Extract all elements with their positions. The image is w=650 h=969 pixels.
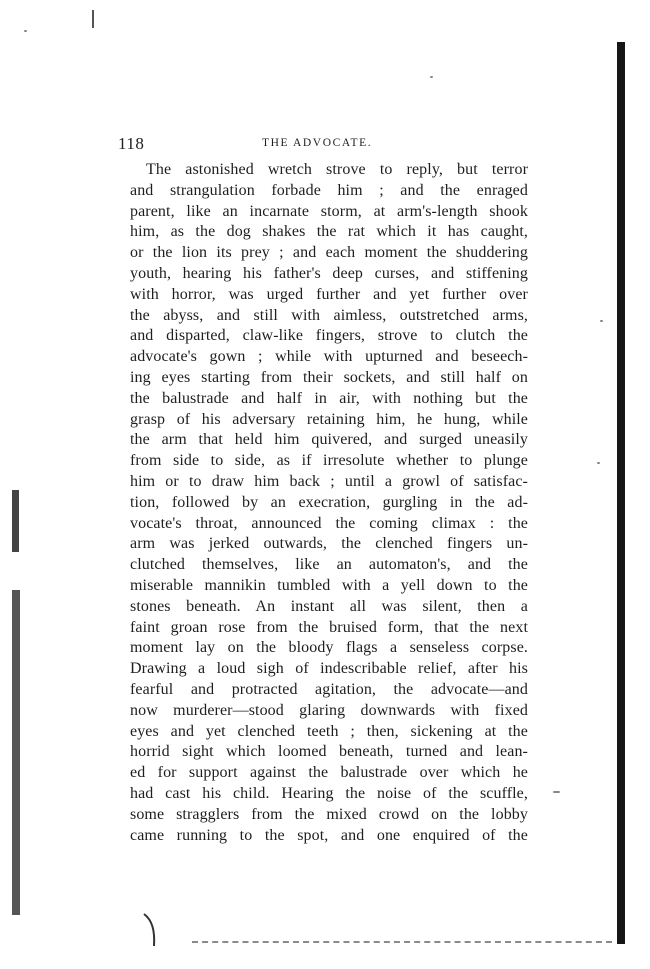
text-line: ed for support against the balustrade over which he	[130, 764, 528, 782]
text-line: tion, followed by an execration, gurgling in the ad-	[130, 493, 528, 511]
text-line: some stragglers from the mixed crowd on the lobby	[130, 805, 528, 823]
text-line: ing eyes starting from their sockets, and still half on	[130, 368, 528, 386]
scan-speck	[597, 462, 600, 464]
text-line: arm was jerked outwards, the clenched fingers un-	[130, 535, 528, 553]
text-line: the abyss, and still with aimless, outstretched arms,	[130, 306, 528, 324]
scan-speck	[600, 320, 603, 322]
running-head	[118, 134, 526, 154]
text-line: came running to the spot, and one enquired of the	[130, 826, 528, 844]
text-line: stones beneath. An instant all was silent, then a	[130, 597, 528, 615]
text-line: and strangulation forbade him ; and the enraged	[130, 181, 528, 199]
text-line: horrid sight which loomed beneath, turned and lean-	[130, 743, 528, 761]
text-line: advocate's gown ; while with upturned and beseech-	[130, 348, 528, 366]
text-line: the arm that held him quivered, and surged uneasily	[130, 431, 528, 449]
text-line: had cast his child. Hearing the noise of the scuffle,	[130, 784, 528, 802]
text-line: now murderer—stood glaring downwards with fixed	[130, 701, 528, 719]
text-line: parent, like an incarnate storm, at arm's-length shook	[130, 202, 528, 220]
bottom-scan-rule	[192, 941, 612, 945]
text-line: from side to side, as if irresolute whether to plunge	[130, 452, 528, 470]
text-line: vocate's throat, announced the coming climax : the	[130, 514, 528, 532]
text-line: The astonished wretch strove to reply, but terror	[146, 161, 528, 178]
text-line: Drawing a loud sigh of indescribable relief, after his	[130, 660, 528, 678]
page-number: 118	[118, 134, 145, 153]
text-line: the balustrade and half in air, with nothing but the	[130, 389, 528, 407]
scan-mark	[92, 10, 94, 28]
text-line: grasp of his adversary retaining him, he hung, while	[130, 410, 528, 428]
text-line: and disparted, claw-like fingers, strove to clutch the	[130, 327, 528, 345]
text-line: fearful and protracted agitation, the advocate—and	[130, 680, 528, 698]
text-line: or the lion its prey ; and each moment the shuddering	[130, 244, 528, 262]
gutter-shadow	[12, 490, 19, 552]
gutter-shadow	[12, 590, 20, 915]
binding-edge-shadow	[617, 42, 625, 944]
text-line: clutched themselves, like an automaton's, and the	[130, 556, 528, 574]
text-line: him or to draw him back ; until a growl of satisfac-	[130, 472, 528, 490]
ink-mark	[138, 912, 166, 948]
text-line: moment lay on the bloody flags a senseless corpse.	[130, 639, 528, 657]
text-line: eyes and yet clenched teeth ; then, sickening at the	[130, 722, 528, 740]
text-line: youth, hearing his father's deep curses, and stiffening	[130, 264, 528, 282]
text-line: him, as the dog shakes the rat which it has caught,	[130, 223, 528, 241]
text-line: faint groan rose from the bruised form, that the next	[130, 618, 528, 636]
scan-speck	[553, 791, 560, 793]
text-line: with horror, was urged further and yet further over	[130, 285, 528, 303]
running-title: THE ADVOCATE.	[262, 137, 373, 149]
text-line: miserable mannikin tumbled with a yell down to the	[130, 576, 528, 594]
scan-speck	[430, 76, 433, 78]
body-paragraph	[130, 160, 528, 846]
scan-speck	[24, 30, 27, 32]
